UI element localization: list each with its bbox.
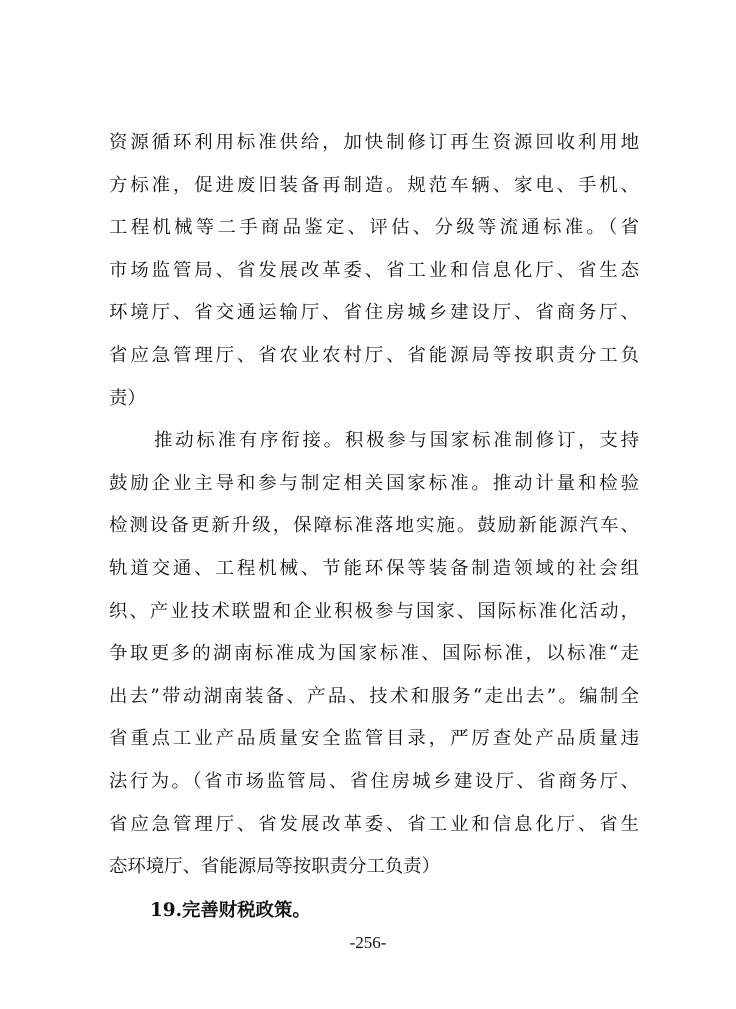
text-line: 省应急管理厅、省农业农村厅、省能源局等按职责分工负 — [109, 345, 639, 366]
text-line: 工程机械等二手商品鉴定、评估、分级等流通标准。（省 — [109, 217, 639, 239]
text-line: 市场监管局、省发展改革委、省工业和信息化厅、省生态 — [109, 259, 639, 281]
text-line: 方标准，促进废旧装备再制造。规范车辆、家电、手机、 — [109, 174, 639, 196]
text-line: 法行为。（省市场监管局、省住房城乡建设厅、省商务厅、 — [109, 771, 639, 792]
text-line: 环境厅、省交通运输厅、省住房城乡建设厅、省商务厅、 — [109, 302, 639, 324]
section-heading: 19.完善财税政策。 — [150, 899, 311, 921]
text-line: 省重点工业产品质量安全监管目录，严厉查处产品质量违 — [109, 728, 639, 750]
text-line: 织、产业技术联盟和企业积极参与国家、国际标准化活动， — [109, 600, 639, 622]
text-line: 检测设备更新升级，保障标准落地实施。鼓励新能源汽车、 — [109, 515, 639, 537]
text-line: 责） — [109, 387, 146, 409]
text-line: 鼓励企业主导和参与制定相关国家标准。推动计量和检验 — [109, 472, 639, 494]
text-line: 争取更多的湖南标准成为国家标准、国际标准，以标准“走 — [109, 643, 639, 665]
page-number: -256- — [349, 933, 387, 952]
text-line: 省应急管理厅、省发展改革委、省工业和信息化厅、省生 — [109, 813, 639, 835]
text-line: 出去”带动湖南装备、产品、技术和服务“走出去”。编制全 — [109, 685, 639, 707]
text-line: 资源循环利用标准供给，加快制修订再生资源回收利用地 — [109, 132, 639, 153]
text-line: 态环境厅、省能源局等按职责分工负责） — [109, 856, 441, 878]
text-line: 轨道交通、工程机械、节能环保等装备制造领域的社会组 — [109, 558, 639, 579]
text-line: 推动标准有序衔接。积极参与国家标准制修订，支持 — [154, 430, 639, 452]
